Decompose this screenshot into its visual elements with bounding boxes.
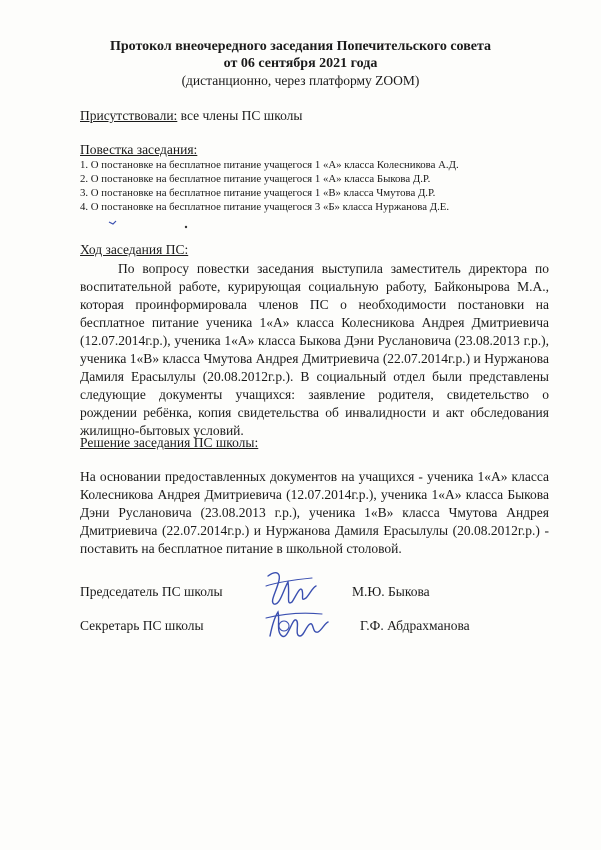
decision-heading: Решение заседания ПС школы: [80, 435, 259, 450]
agenda-item: 1. О постановке на бесплатное питание учащегося 1 «А» класса Колесникова А.Д. [80, 159, 459, 171]
progress-heading: Ход заседания ПС: [80, 242, 189, 257]
agenda-list [80, 158, 459, 214]
title-line-1: Протокол внеочередного заседания Попечительского совета [109, 39, 492, 54]
secretary-signature [262, 606, 332, 646]
decision-text: На основании предоставленных документов на учащихся - ученика 1«А» класса Колесникова Андрея Дмитриевича (12.07.2014г.р.), ученика 1«А» класса Быкова Дэни Руслановича (23.08.2013 г.р.), ученика 1«В» класса Чмутова Андрея Дмитриевича (22.07.2014г.р.) и Нуржанова Дамиля Ерасылулы (20.08.2012г.р.) - поставить на бесплатное питание в школьной столовой. [80, 469, 549, 556]
agenda-item: 2. О постановке на бесплатное питание учащегося 1 «А» класса Быкова Д.Р. [80, 173, 431, 185]
chair-name: М.Ю. Быкова [352, 584, 430, 599]
secretary-role: Секретарь ПС школы [80, 618, 204, 633]
agenda-item: 3. О постановке на бесплатное питание учащегося 1 «В» класса Чмутова Д.Р. [80, 187, 436, 199]
document-title [0, 38, 601, 89]
agenda-heading: Повестка заседания: [80, 142, 198, 157]
chair-role: Председатель ПС школы [80, 584, 223, 599]
ink-mark [108, 218, 118, 226]
attendance-label: Присутствовали: [80, 108, 178, 123]
ink-dot [183, 224, 189, 230]
title-line-3: (дистанционно, через платформу ZOOM) [181, 73, 420, 88]
attendance-text: все члены ПС школы [177, 108, 303, 123]
attendance-line [80, 108, 302, 124]
secretary-name: Г.Ф. Абдрахманова [360, 618, 470, 633]
title-line-2: от 06 сентября 2021 года [223, 56, 378, 71]
agenda-item: 4. О постановке на бесплатное питание учащегося 3 «Б» класса Нуржанова Д.Е. [80, 201, 450, 213]
progress-text: По вопросу повестки заседания выступила заместитель директора по воспитательной работе, курирующая социальную работу, Байконырова М.А., которая проинформировала членов ПС о необходимости постановки на бесплатное питание ученика 1«А» класса Колесникова Андрея Дмитриевича (12.07.2014г.р.), ученика 1«А» класса Быкова Дэни Руслановича (23.08.2013 г.р.), ученика 1«В» класса Чмутова Андрея Дмитриевича (22.07.2014г.р.) и Нуржанова Дамиля Ерасылулы (20.08.2012г.р.). В социальный отдел были представлены следующие документы учащихся: заявление родителя, свидетельство о рождении ребёнка, копия свидетельства об инвалидности и акт обследования жилищно-бытовых условий. [80, 261, 549, 438]
